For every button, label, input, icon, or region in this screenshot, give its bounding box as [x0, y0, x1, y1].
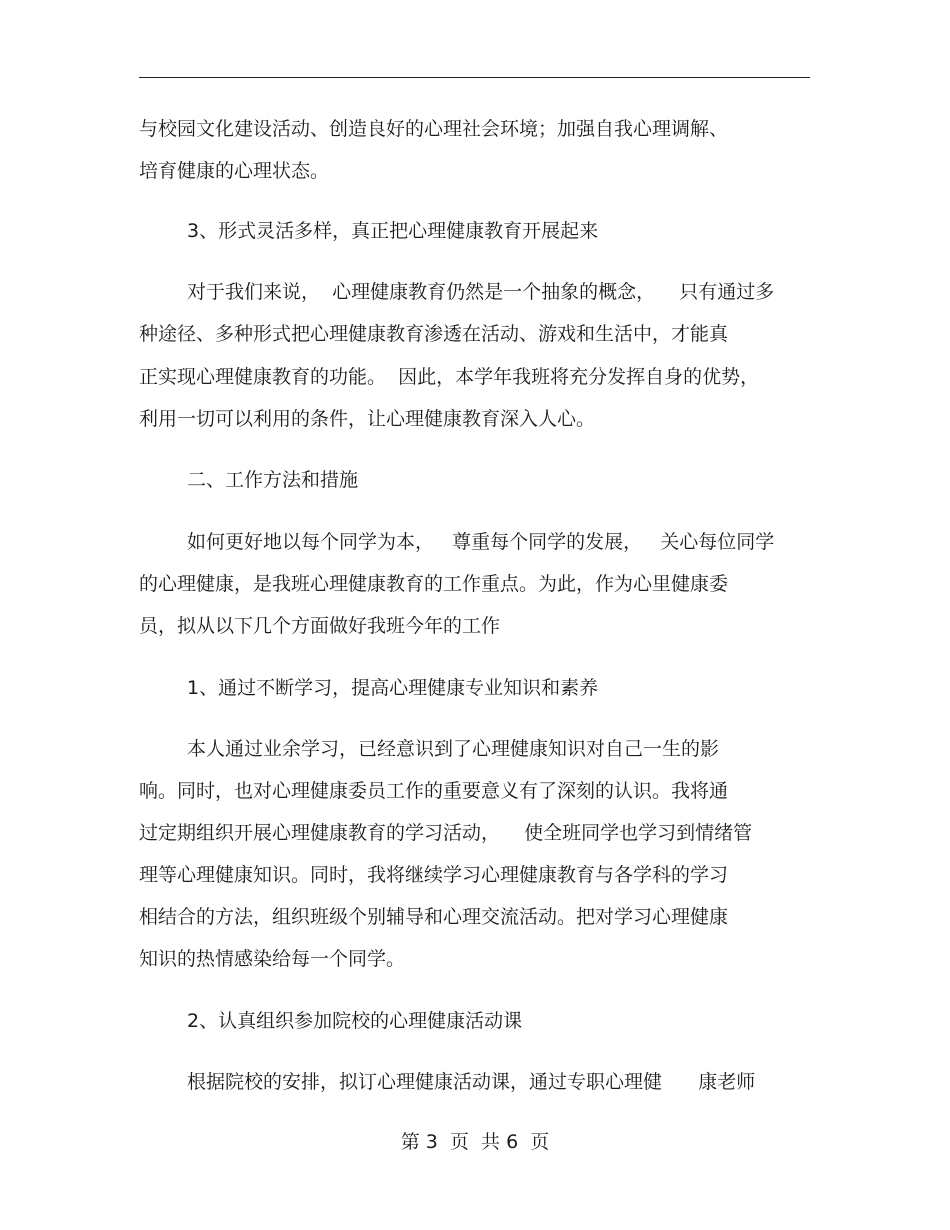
- paragraph-line: 知识的热情感染给每一个同学。: [139, 948, 406, 970]
- page-number: 第 3 页 共 6 页: [400, 1131, 550, 1153]
- paragraph-line: 员，拟从以下几个方面做好我班今年的工作: [139, 615, 501, 637]
- paragraph-line: 正实现心理健康教育的功能。 因此，本学年我班将充分发挥自身的优势，: [139, 366, 760, 388]
- paragraph-line: 如何更好地以每个同学为本， 尊重每个同学的发展， 关心每位同学: [187, 531, 775, 553]
- header-rule: [139, 77, 810, 78]
- section-heading: 二、工作方法和措施: [187, 469, 359, 491]
- paragraph-line: 培育健康的心理状态。: [139, 160, 330, 182]
- paragraph-line: 根据院校的安排，拟订心理健康活动课，通过专职心理健 康老师: [187, 1071, 756, 1093]
- section-heading: 2、认真组织参加院校的心理健康活动课: [187, 1010, 523, 1032]
- paragraph-line: 利用一切可以利用的条件，让心理健康教育深入人心。: [139, 408, 596, 430]
- section-heading: 1、通过不断学习，提高心理健康专业知识和素养: [187, 677, 599, 699]
- paragraph-line: 种途径、多种形式把心理健康教育渗透在活动、游戏和生活中，才能真: [139, 323, 729, 345]
- paragraph-line: 与校园文化建设活动、创造良好的心理社会环境；加强自我心理调解、: [139, 118, 729, 140]
- paragraph-line: 相结合的方法，组织班级个别辅导和心理交流活动。把对学习心理健康: [139, 906, 729, 928]
- paragraph-line: 的心理健康，是我班心理健康教育的工作重点。为此，作为心里健康委: [139, 573, 729, 595]
- section-heading: 3、形式灵活多样，真正把心理健康教育开展起来: [187, 220, 599, 242]
- paragraph-line: 对于我们来说， 心理健康教育仍然是一个抽象的概念， 只有通过多: [187, 281, 775, 303]
- paragraph-line: 响。同时，也对心理健康委员工作的重要意义有了深刻的认识。我将通: [139, 780, 729, 802]
- paragraph-line: 理等心理健康知识。同时，我将继续学习心理健康教育与各学科的学习: [139, 864, 729, 886]
- paragraph-line: 过定期组织开展心理健康教育的学习活动， 使全班同学也学习到情绪管: [139, 822, 753, 844]
- paragraph-line: 本人通过业余学习，已经意识到了心理健康知识对自己一生的影: [187, 738, 720, 760]
